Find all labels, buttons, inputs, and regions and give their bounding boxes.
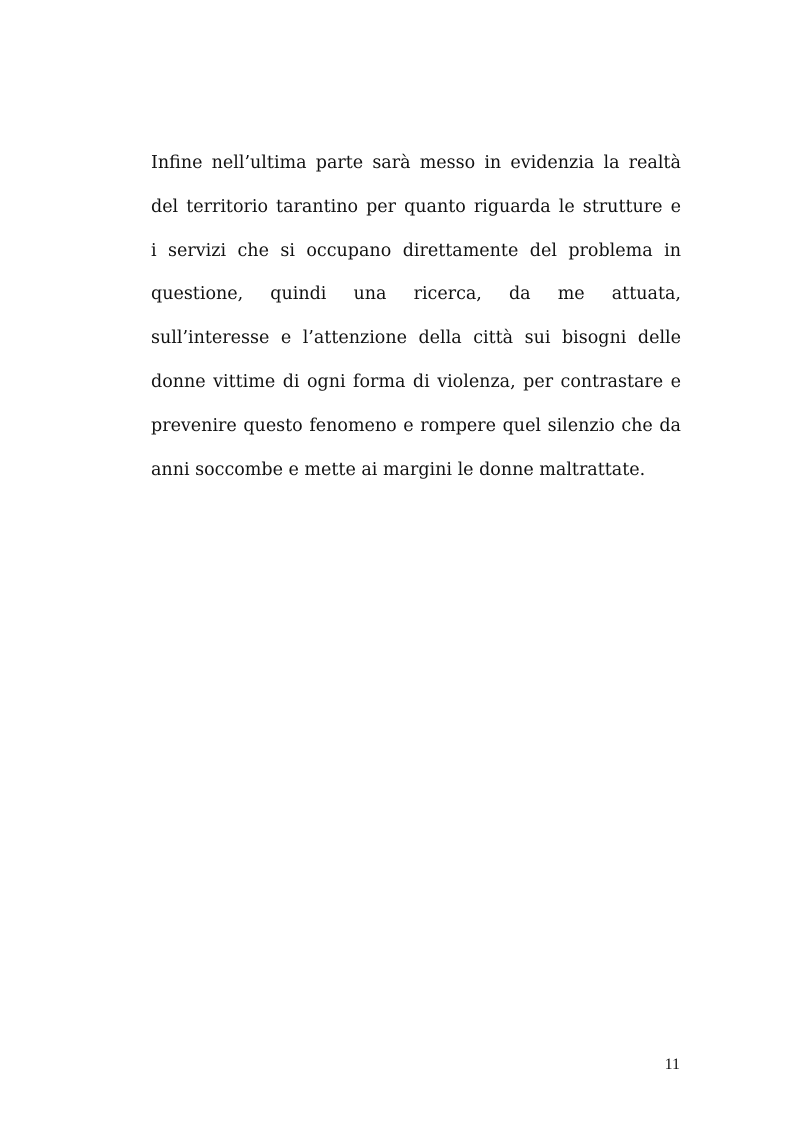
paragraph-line [151,364,681,408]
word: occupano [306,240,392,261]
word: questione, [151,284,244,305]
word: evidenzia [510,153,595,173]
word: strutture [582,196,663,217]
word: in [664,240,681,261]
word: si [280,240,295,261]
word: per [366,196,397,217]
word: la [603,153,620,173]
word: servizi [168,240,227,261]
word: della [418,328,462,349]
word: quel [502,415,542,436]
word: violenza, [437,371,516,392]
body-paragraph [151,145,681,495]
word: messo [419,153,476,173]
word: fenomeno [309,415,397,436]
word: riguarda [473,196,551,217]
word: bisogni [561,328,627,349]
word: città [473,328,514,349]
paragraph-line [151,408,681,452]
paragraph-line [151,320,681,364]
page-number: 11 [664,1056,680,1073]
word: Infine [151,153,203,173]
word: quindi [270,284,327,305]
word: del [529,240,557,261]
word: sarà [372,153,411,173]
word: l’attenzione [302,328,407,349]
paragraph-line [151,276,681,320]
word: attuata, [611,284,681,305]
word: e [670,371,681,392]
word: realtà [628,153,681,173]
word: che [621,415,653,436]
word: e [403,415,414,436]
word: ricerca, [413,284,482,305]
word: in [484,153,502,173]
word: di [282,371,300,392]
word: di [412,371,430,392]
word: sull’interesse [151,328,270,349]
word: i [151,240,157,261]
word: forma [353,371,406,392]
word: me [557,284,585,305]
word: tarantino [276,196,359,217]
word: da [659,415,681,436]
paragraph-line: anni soccombe e mette ai margini le donne maltrattate. [151,459,646,480]
word: sui [524,328,551,349]
word: e [670,196,681,217]
word: le [558,196,575,217]
word: che [237,240,269,261]
word: quanto [404,196,466,217]
word: territorio [186,196,268,217]
word: delle [637,328,681,349]
word: da [508,284,531,305]
word: nell’ultima [211,153,307,173]
word: vittime [213,371,276,392]
word: una [353,284,387,305]
word: per [523,371,554,392]
paragraph-line [151,145,681,189]
word: questo [243,415,303,436]
word: ogni [306,371,346,392]
word: e [280,328,292,349]
word: problema [568,240,653,261]
word: silenzio [547,415,615,436]
word: parte [315,153,364,173]
paragraph-line [151,233,681,277]
paragraph-line [151,189,681,233]
word: donne [151,371,206,392]
word: contrastare [560,371,664,392]
word: prevenire [151,415,237,436]
word: del [151,196,179,217]
word: direttamente [402,240,519,261]
word: rompere [420,415,497,436]
